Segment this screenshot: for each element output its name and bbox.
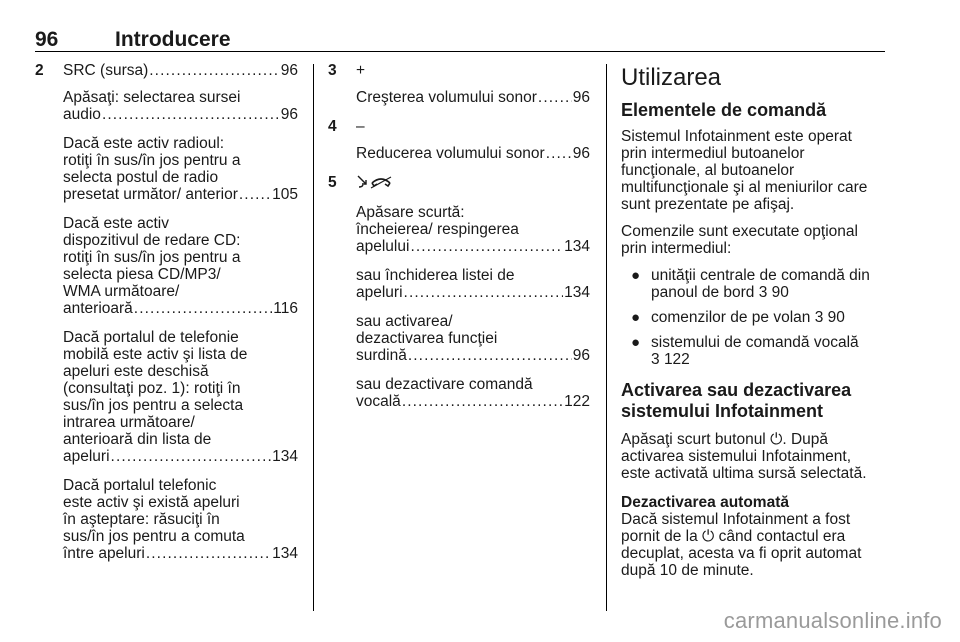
page-title: Introducere bbox=[115, 28, 231, 51]
toc-entry bbox=[63, 300, 298, 317]
page-number: 96 bbox=[35, 28, 59, 51]
power-icon: ⏻ bbox=[770, 431, 783, 448]
toc-entry bbox=[356, 89, 590, 106]
text-line: selecta postul de radio bbox=[63, 169, 219, 186]
entry-text: între apeluri bbox=[63, 545, 145, 562]
page-header bbox=[35, 28, 885, 50]
paragraph bbox=[63, 89, 298, 123]
text-line: este activată ultima sursă selectată. bbox=[621, 465, 867, 482]
text-line: Comenzile sunt executate opţional bbox=[621, 223, 858, 240]
text-line: Dacă este activ bbox=[63, 215, 169, 232]
entry-text: surdină bbox=[356, 347, 407, 364]
text-line: sus/în jos pentru a selecta bbox=[63, 397, 244, 414]
text-line: este activ şi există apeluri bbox=[63, 494, 240, 511]
item-number: 4 bbox=[328, 118, 337, 135]
plus-icon: + bbox=[356, 62, 366, 79]
entry-text: audio bbox=[63, 106, 101, 123]
text-line: sus/în jos pentru a comuta bbox=[63, 528, 245, 545]
dot-leader bbox=[404, 284, 564, 301]
header-divider bbox=[35, 51, 885, 52]
paragraph bbox=[63, 215, 298, 317]
voice-recognition-icon bbox=[358, 176, 366, 187]
dot-leader bbox=[146, 545, 271, 562]
text-line: activarea sistemului Infotainment, bbox=[621, 448, 852, 465]
subsection-title bbox=[621, 380, 883, 422]
item-number: 2 bbox=[35, 62, 44, 79]
paragraph bbox=[356, 313, 590, 364]
paragraph bbox=[621, 223, 883, 257]
text-line: Dacă este activ radioul: bbox=[63, 135, 225, 152]
arrow-icon: 3 bbox=[814, 309, 824, 326]
dot-leader bbox=[102, 106, 280, 123]
paragraph bbox=[63, 135, 298, 203]
dot-leader bbox=[134, 300, 272, 317]
toc-entry bbox=[356, 347, 590, 364]
bullet-icon: ● bbox=[631, 267, 641, 284]
toc-entry bbox=[63, 62, 298, 79]
dot-leader bbox=[402, 393, 563, 410]
text-line: apeluri este deschisă bbox=[63, 363, 209, 380]
toc-entry bbox=[63, 186, 298, 203]
text-line: Dacă portalul de telefonie bbox=[63, 329, 239, 346]
item-5-icons bbox=[356, 174, 590, 194]
text-line: Dacă sistemul Infotainment a fost bbox=[621, 511, 851, 528]
column-1 bbox=[35, 62, 298, 574]
entry-text: vocală bbox=[356, 393, 401, 410]
dot-leader bbox=[149, 62, 279, 79]
text-line: multifuncţionale şi al meniurilor care bbox=[621, 179, 868, 196]
column-divider-1 bbox=[313, 64, 314, 611]
entry-text: SRC (sursa) bbox=[63, 62, 149, 79]
page-ref: 96 bbox=[572, 347, 590, 364]
dot-leader bbox=[546, 145, 572, 162]
text-line: Apăsaţi: selectarea sursei bbox=[63, 89, 241, 106]
text-line: Sistemul Infotainment este operat bbox=[621, 128, 852, 145]
bullet-item bbox=[621, 334, 883, 368]
page-ref: 122 bbox=[564, 393, 590, 410]
page-ref: 134 bbox=[564, 284, 590, 301]
item-number: 5 bbox=[328, 174, 337, 191]
page-ref: 96 bbox=[572, 89, 590, 106]
bullet-icon: ● bbox=[631, 334, 641, 351]
text-line: sistemului de comandă vocală bbox=[651, 334, 859, 351]
toc-entry bbox=[63, 545, 298, 562]
text-line: prin intermediul butoanelor bbox=[621, 145, 805, 162]
power-icon: ⏻ bbox=[702, 528, 715, 545]
column-2 bbox=[328, 62, 590, 422]
page-ref: 96 bbox=[280, 62, 298, 79]
column-3 bbox=[621, 62, 883, 591]
page-ref: 116 bbox=[273, 300, 298, 317]
text-line: unităţii centrale de comandă din bbox=[651, 267, 870, 284]
text-line: selecta piesa CD/MP3/ bbox=[63, 266, 221, 283]
text-line: sistemului Infotainment bbox=[621, 401, 824, 421]
text-line: mobilă este activ şi lista de bbox=[63, 346, 248, 363]
text-line: sau dezactivare comandă bbox=[356, 376, 533, 393]
text-line: pornit de la ⏻ când contactul era bbox=[621, 528, 846, 545]
text-line: Dacă portalul telefonic bbox=[63, 477, 217, 494]
paragraph bbox=[356, 204, 590, 255]
page-ref: 134 bbox=[564, 238, 590, 255]
arrow-icon: 3 bbox=[758, 284, 768, 301]
dot-leader bbox=[111, 448, 272, 465]
dot-leader bbox=[239, 186, 271, 203]
page-ref: 134 bbox=[272, 545, 298, 562]
text-line: decuplat, acesta va fi oprit automat bbox=[621, 545, 862, 562]
item-2 bbox=[35, 62, 298, 562]
text-line: sau activarea/ bbox=[356, 313, 453, 330]
dot-leader bbox=[538, 89, 572, 106]
entry-text: apeluri bbox=[356, 284, 403, 301]
item-3 bbox=[328, 62, 590, 106]
bullet-icon: ● bbox=[631, 309, 641, 326]
text-line: intrarea următoare/ bbox=[63, 414, 195, 431]
text-line: prin intermediul: bbox=[621, 240, 732, 257]
entry-text: Creşterea volumului sonor bbox=[356, 89, 537, 106]
toc-entry bbox=[356, 145, 590, 162]
dot-leader bbox=[410, 238, 563, 255]
text-line: dezactivarea funcţiei bbox=[356, 330, 498, 347]
text-line: anterioară din lista de bbox=[63, 431, 212, 448]
text-line: dispozitivul de redare CD: bbox=[63, 232, 241, 249]
text-line: în aşteptare: răsuciţi în bbox=[63, 511, 220, 528]
entry-text: anterioară bbox=[63, 300, 133, 317]
bullet-item bbox=[621, 309, 883, 326]
paragraph bbox=[356, 267, 590, 301]
page-ref: 105 bbox=[272, 186, 298, 203]
toc-entry bbox=[356, 284, 590, 301]
text-line bbox=[651, 351, 883, 368]
text-line: Apăsaţi scurt butonul ⏻. După bbox=[621, 431, 829, 448]
column-divider-2 bbox=[606, 64, 607, 611]
toc-entry bbox=[63, 448, 298, 465]
text-line: după 10 de minute. bbox=[621, 562, 754, 579]
paragraph bbox=[621, 128, 883, 213]
text-line: WMA următoare/ bbox=[63, 283, 180, 300]
minus-icon: – bbox=[356, 118, 365, 135]
entry-text: presetat următor/ anterior bbox=[63, 186, 238, 203]
text-line: Apăsare scurtă: bbox=[356, 204, 465, 221]
item-5 bbox=[328, 174, 590, 410]
text-line: comenzilor de pe volan 3 90 bbox=[651, 309, 845, 326]
paragraph bbox=[356, 376, 590, 410]
section-title: Utilizarea bbox=[621, 64, 722, 91]
paragraph bbox=[621, 431, 883, 482]
text-line: funcţionale, al butoanelor bbox=[621, 162, 795, 179]
end-call-icon bbox=[371, 177, 391, 188]
toc-entry bbox=[63, 106, 298, 123]
page-ref: 90 bbox=[771, 284, 789, 301]
page-ref: 134 bbox=[272, 448, 298, 465]
text-line: sau închiderea listei de bbox=[356, 267, 515, 284]
paragraph bbox=[63, 477, 298, 562]
entry-text: apeluri bbox=[63, 448, 110, 465]
subsection-title: Elementele de comandă bbox=[621, 100, 827, 120]
paragraph bbox=[621, 494, 883, 579]
text-line: rotiţi în sus/în jos pentru a bbox=[63, 249, 241, 266]
text-line: încheierea/ respingerea bbox=[356, 221, 519, 238]
item-number: 3 bbox=[328, 62, 337, 79]
paragraph-title: Dezactivarea automată bbox=[621, 494, 789, 511]
toc-entry bbox=[356, 393, 590, 410]
bullet-item bbox=[621, 267, 883, 301]
entry-text: Reducerea volumului sonor bbox=[356, 145, 545, 162]
page-ref: 122 bbox=[663, 351, 690, 368]
text-line: Activarea sau dezactivarea bbox=[621, 380, 852, 400]
page-ref: 96 bbox=[280, 106, 298, 123]
watermark: carmanualsonline.info bbox=[723, 608, 942, 633]
page-ref: 90 bbox=[827, 309, 845, 326]
toc-entry bbox=[356, 238, 590, 255]
text-line: (consultaţi poz. 1): rotiţi în bbox=[63, 380, 241, 397]
dot-leader bbox=[408, 347, 572, 364]
text-line: rotiţi în sus/în jos pentru a bbox=[63, 152, 241, 169]
entry-text: apelului bbox=[356, 238, 410, 255]
item-4 bbox=[328, 118, 590, 162]
page-ref: 96 bbox=[572, 145, 590, 162]
text-line: sunt prezentate pe afişaj. bbox=[621, 196, 795, 213]
arrow-icon: 3 bbox=[651, 351, 660, 368]
text-line: panoul de bord 3 90 bbox=[651, 284, 789, 301]
paragraph bbox=[63, 329, 298, 465]
